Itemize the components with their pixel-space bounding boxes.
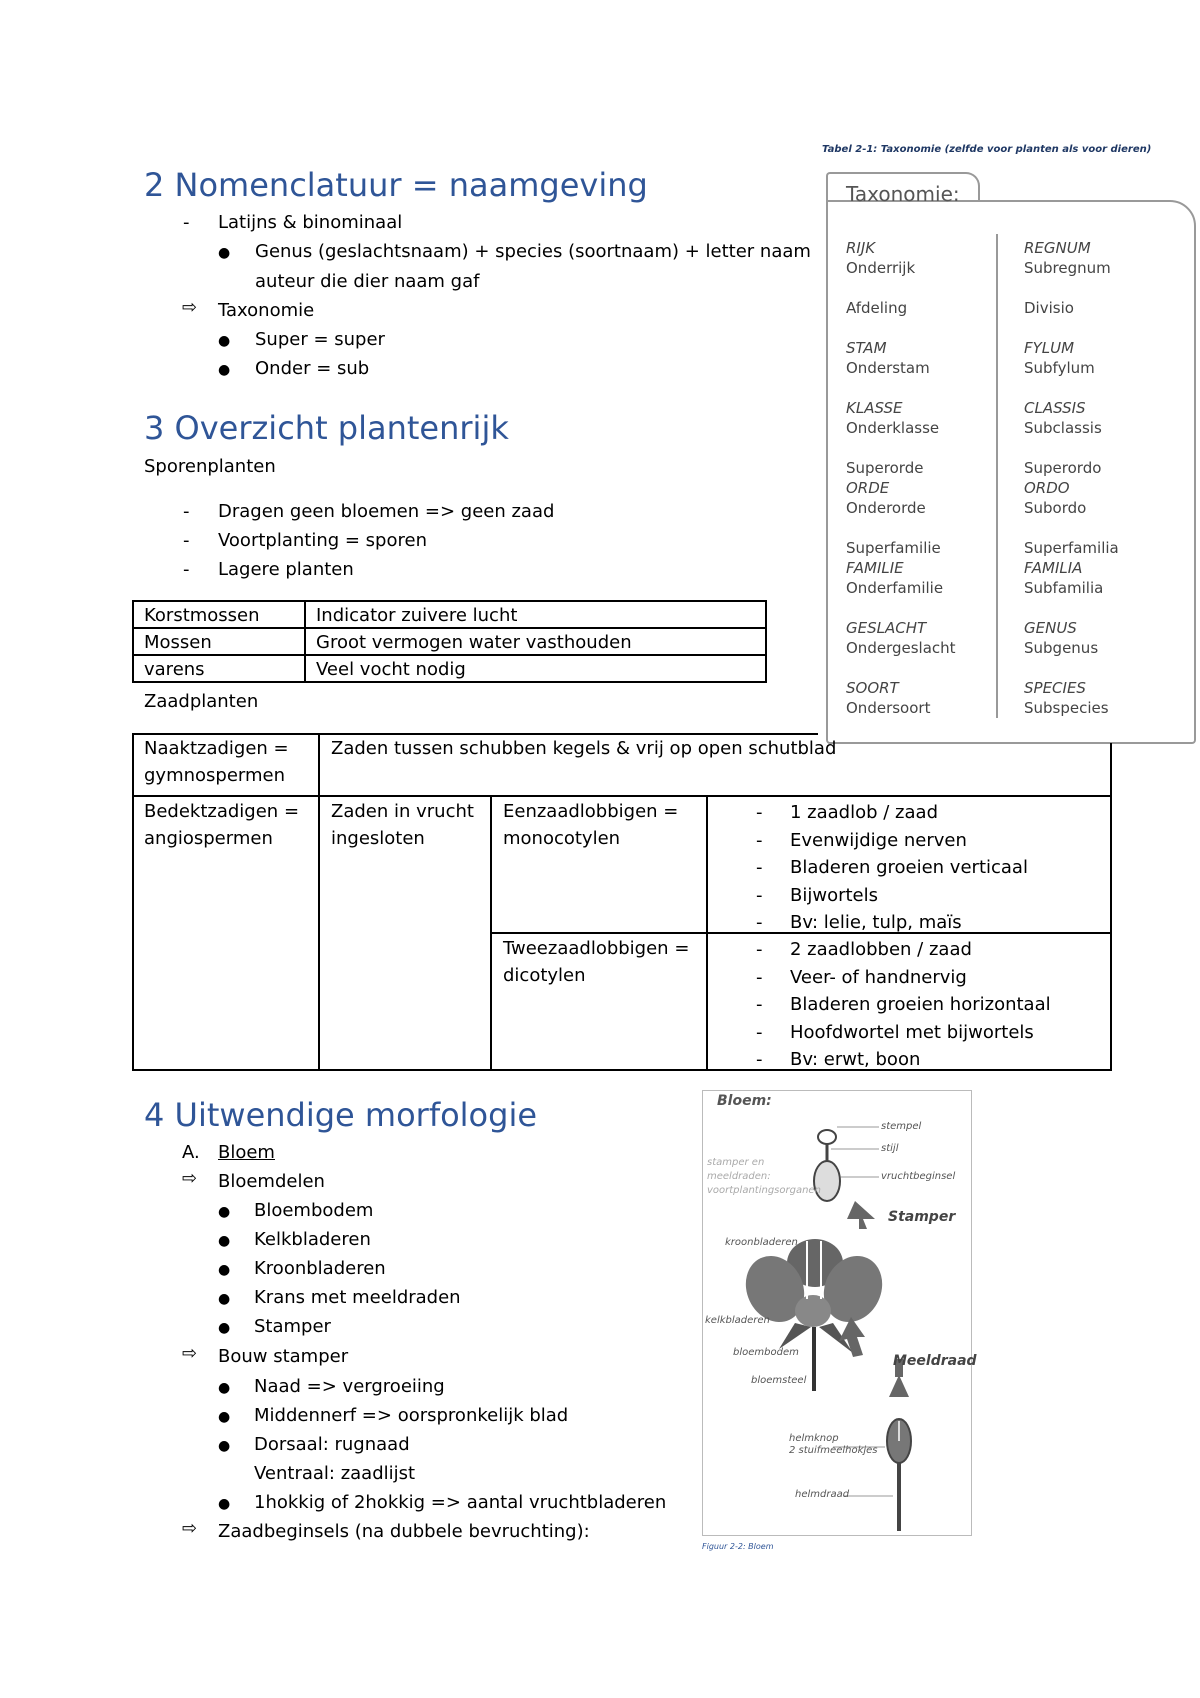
flower-caption: Figuur 2-2: Bloem <box>702 1542 774 1551</box>
taxonomy-term: Divisio <box>1024 299 1074 317</box>
table-row <box>133 601 766 628</box>
bullet-icon: ● <box>218 362 231 378</box>
taxonomy-term: KLASSE <box>846 399 903 417</box>
bullet-icon: ● <box>218 1320 231 1336</box>
taxonomy-term: FAMILIA <box>1024 559 1083 577</box>
dicotylen-label: Tweezaadlobbigen = dicotylen <box>503 938 690 986</box>
taxonomy-term: Subfamilia <box>1024 579 1104 597</box>
table-cell: Korstmossen <box>133 601 305 628</box>
taxonomy-group <box>846 398 956 438</box>
bullet-icon: ● <box>218 333 231 349</box>
list-item: - Bijwortels <box>708 882 1028 910</box>
taxonomy-term: Onderstam <box>846 359 930 377</box>
taxonomy-term: Superordo <box>1024 459 1102 477</box>
taxonomy-term: ORDE <box>846 479 890 497</box>
taxonomy-dutch-column <box>846 238 956 738</box>
list-item: Bouw stamper <box>218 1346 349 1367</box>
table-cell: varens <box>133 655 305 682</box>
list-item: - Bv: lelie, tulp, maïs <box>708 909 1028 937</box>
taxonomy-term: Subgenus <box>1024 639 1099 657</box>
list-item: Kelkbladeren <box>254 1229 371 1250</box>
bullet-icon: ● <box>218 1496 231 1512</box>
arrow-right-icon: ⇨ <box>182 1168 198 1189</box>
label-bloemsteel: bloemsteel <box>751 1375 807 1386</box>
bullet-icon: ● <box>218 1262 231 1278</box>
monocotylen-features <box>708 799 1028 937</box>
label-vruchtbeginsel: vruchtbeginsel <box>881 1171 956 1182</box>
list-item: Latijns & binominaal <box>218 212 403 233</box>
list-letter: A. <box>182 1142 200 1163</box>
label-helmknop: helmknop <box>789 1433 839 1444</box>
taxonomy-term: Superorde <box>846 459 924 477</box>
list-item: Middennerf => oorspronkelijk blad <box>254 1405 569 1426</box>
flower-title: Bloem: <box>717 1093 772 1109</box>
taxonomy-term: FYLUM <box>1024 339 1075 357</box>
label-voortplanting: voortplantingsorganen <box>707 1185 821 1196</box>
taxonomy-term: Onderklasse <box>846 419 940 437</box>
section-2-heading: 2 Nomenclatuur = naamgeving <box>144 166 648 204</box>
section-3-heading: 3 Overzicht plantenrijk <box>144 409 509 447</box>
list-item: Naad => vergroeiing <box>254 1376 445 1397</box>
arrow-right-icon: ⇨ <box>182 1343 198 1364</box>
label-helmdraad: helmdraad <box>795 1489 850 1500</box>
list-item: - Evenwijdige nerven <box>708 827 1028 855</box>
list-item: Kroonbladeren <box>254 1258 386 1279</box>
list-item: Zaadbeginsels (na dubbele bevruchting): <box>218 1521 590 1542</box>
label-stempel: stempel <box>881 1121 922 1132</box>
bullet-icon: ● <box>218 1438 231 1454</box>
subheading-sporenplanten: Sporenplanten <box>144 456 276 477</box>
taxonomy-term: Superfamilia <box>1024 539 1119 557</box>
taxonomy-term: Subordo <box>1024 499 1087 517</box>
label-stijl: stijl <box>881 1143 899 1154</box>
table-row <box>133 655 766 682</box>
list-item: Onder = sub <box>255 358 370 379</box>
taxonomy-term: SOORT <box>846 679 899 697</box>
label-stamper-en: stamper en <box>707 1157 765 1168</box>
subheading-zaadplanten: Zaadplanten <box>144 691 259 712</box>
bedektzadigen-label: Bedektzadigen = angiospermen <box>144 801 300 849</box>
taxonomy-term: ORDO <box>1024 479 1070 497</box>
bullet-icon: ● <box>218 1380 231 1396</box>
naaktzadigen-description: Zaden tussen schubben kegels & vrij op open schutblad <box>331 738 837 759</box>
taxonomy-divider <box>996 234 998 718</box>
taxonomy-term: REGNUM <box>1024 239 1091 257</box>
taxonomy-term: Onderrijk <box>846 259 916 277</box>
list-item: Dragen geen bloemen => geen zaad <box>218 501 555 522</box>
taxonomy-group <box>846 618 956 658</box>
taxonomy-term: Subclassis <box>1024 419 1102 437</box>
taxonomy-group <box>846 298 956 318</box>
list-item: Bloemdelen <box>218 1171 325 1192</box>
flower-figure <box>702 1090 977 1536</box>
list-item-bloem: Bloem <box>218 1142 275 1163</box>
taxonomy-caption: Tabel 2-1: Taxonomie (zelfde voor planten als voor dieren) <box>822 144 1152 155</box>
table-cell: Groot vermogen water vasthouden <box>305 628 766 655</box>
list-item: - 2 zaadlobben / zaad <box>708 936 1051 964</box>
list-item: Taxonomie <box>218 300 315 321</box>
taxonomy-latin-column <box>1024 238 1119 738</box>
taxonomy-group <box>1024 238 1119 278</box>
taxonomy-group <box>846 678 956 718</box>
taxonomy-group <box>1024 538 1119 598</box>
naaktzadigen-label: Naaktzadigen = gymnospermen <box>144 738 289 786</box>
dicotylen-features <box>708 936 1051 1074</box>
label-stamper: Stamper <box>888 1209 956 1225</box>
seed-plants-table <box>132 733 1112 1071</box>
dash-marker: - <box>183 559 190 580</box>
label-helmhokjes: 2 stuifmeelhokjes <box>789 1445 878 1456</box>
list-item-continued: auteur die dier naam gaf <box>255 271 480 292</box>
table-cell: Indicator zuivere lucht <box>305 601 766 628</box>
list-item: Lagere planten <box>218 559 354 580</box>
list-item: - Bv: erwt, boon <box>708 1046 1051 1074</box>
list-item: Krans met meeldraden <box>254 1287 461 1308</box>
taxonomy-term: Onderfamilie <box>846 579 944 597</box>
bullet-icon: ● <box>218 1291 231 1307</box>
label-kelkbladeren: kelkbladeren <box>705 1315 770 1326</box>
list-item: - Hoofdwortel met bijwortels <box>708 1019 1051 1047</box>
taxonomy-title: Taxonomie: <box>846 182 960 206</box>
bullet-icon: ● <box>218 1409 231 1425</box>
label-bloembodem: bloembodem <box>733 1347 799 1358</box>
bedektzadigen-description: Zaden in vrucht ingesloten <box>331 801 474 849</box>
taxonomy-group <box>1024 618 1119 658</box>
taxonomy-term: Ondergeslacht <box>846 639 956 657</box>
list-item: Stamper <box>254 1316 331 1337</box>
bullet-icon: ● <box>218 245 231 261</box>
list-item: Dorsaal: rugnaad <box>254 1434 410 1455</box>
table-row <box>133 628 766 655</box>
taxonomy-group <box>1024 678 1119 718</box>
taxonomy-group <box>1024 338 1119 378</box>
taxonomy-group <box>1024 398 1119 438</box>
taxonomy-term: GENUS <box>1024 619 1077 637</box>
label-kroonbladeren: kroonbladeren <box>725 1237 798 1248</box>
taxonomy-term: CLASSIS <box>1024 399 1086 417</box>
arrow-right-icon: ⇨ <box>182 1518 198 1539</box>
table-cell: Veel vocht nodig <box>305 655 766 682</box>
taxonomy-term: SPECIES <box>1024 679 1086 697</box>
arrow-right-icon: ⇨ <box>182 297 198 318</box>
taxonomy-group <box>846 238 956 278</box>
list-item-continued: Ventraal: zaadlijst <box>254 1463 416 1484</box>
list-item: Voortplanting = sporen <box>218 530 427 551</box>
taxonomy-term: STAM <box>846 339 887 357</box>
list-item: Super = super <box>255 329 385 350</box>
taxonomy-group <box>846 538 956 598</box>
taxonomy-figure <box>826 172 1196 742</box>
list-item: Genus (geslachtsnaam) + species (soortnaam) + letter naam <box>255 241 811 262</box>
dash-marker: - <box>183 212 190 233</box>
list-item: - Bladeren groeien verticaal <box>708 854 1028 882</box>
taxonomy-group <box>1024 298 1119 318</box>
taxonomy-term: Ondersoort <box>846 699 931 717</box>
taxonomy-term: FAMILIE <box>846 559 904 577</box>
section-4-heading: 4 Uitwendige morfologie <box>144 1096 538 1134</box>
taxonomy-term: GESLACHT <box>846 619 927 637</box>
taxonomy-group <box>846 458 956 518</box>
table-cell: Mossen <box>133 628 305 655</box>
taxonomy-term: Onderorde <box>846 499 926 517</box>
dash-marker: - <box>183 501 190 522</box>
taxonomy-term: Afdeling <box>846 299 908 317</box>
taxonomy-group <box>846 338 956 378</box>
spore-plants-table <box>132 600 767 683</box>
taxonomy-term: Subfylum <box>1024 359 1095 377</box>
bullet-icon: ● <box>218 1204 231 1220</box>
taxonomy-term: Subspecies <box>1024 699 1109 717</box>
list-item: 1hokkig of 2hokkig => aantal vruchtbladeren <box>254 1492 667 1513</box>
label-meeldraad: Meeldraad <box>893 1353 977 1369</box>
taxonomy-group <box>1024 458 1119 518</box>
taxonomy-term: Superfamilie <box>846 539 941 557</box>
list-item: Bloembodem <box>254 1200 374 1221</box>
label-meeldraden: meeldraden: <box>707 1171 771 1182</box>
dash-marker: - <box>183 530 190 551</box>
list-item: - Veer- of handnervig <box>708 964 1051 992</box>
monocotylen-label: Eenzaadlobbigen = monocotylen <box>503 801 679 849</box>
taxonomy-term: RIJK <box>846 239 876 257</box>
list-item: - Bladeren groeien horizontaal <box>708 991 1051 1019</box>
list-item: - 1 zaadlob / zaad <box>708 799 1028 827</box>
taxonomy-term: Subregnum <box>1024 259 1111 277</box>
bullet-icon: ● <box>218 1233 231 1249</box>
